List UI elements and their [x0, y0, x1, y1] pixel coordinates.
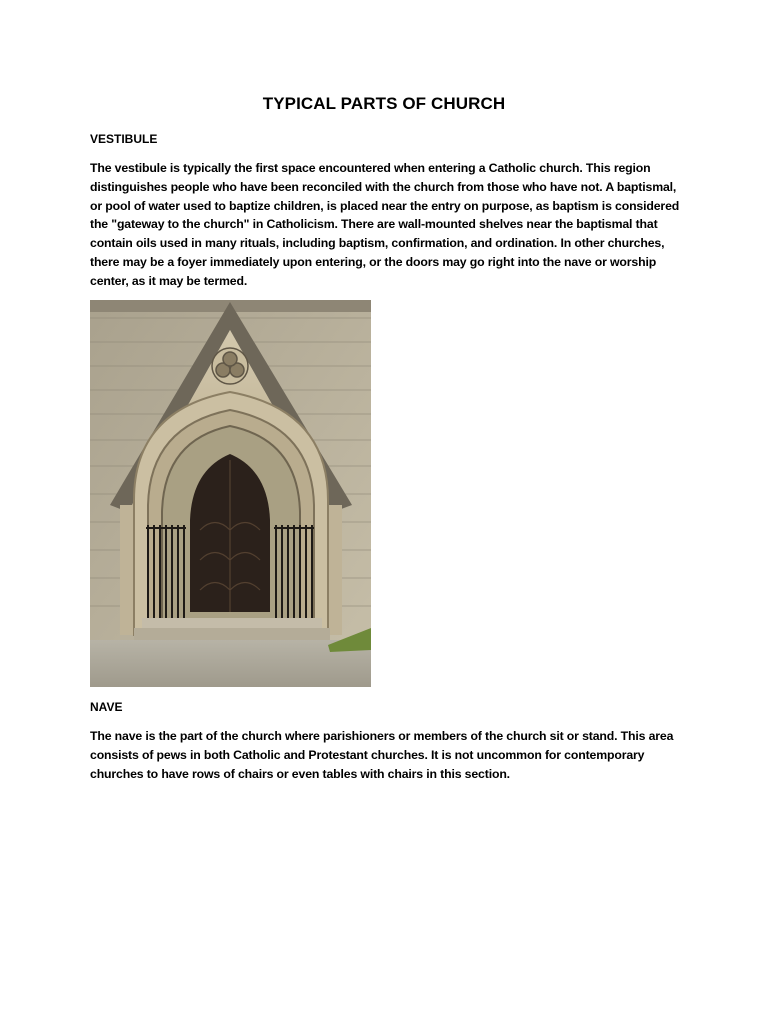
- church-entrance-photo: [90, 300, 371, 687]
- section-text-nave: The nave is the part of the church where parishioners or members of the church sit or stand. This area consists of pews in both Catholic and Protestant churches. It is not uncommon for contemporary churches to have rows of chairs or even tables with chairs in this section.: [90, 729, 674, 781]
- section-heading-nave: NAVE: [90, 700, 123, 714]
- section-heading-vestibule: VESTIBULE: [90, 132, 158, 146]
- document-title: TYPICAL PARTS OF CHURCH: [262, 94, 506, 113]
- section-text-vestibule: The vestibule is typically the first space encountered when entering a Catholic church. This region distinguishes people who have been reconciled with the church from those who have not. A baptismal, or pool of water used to baptize children, is placed near the entry on purpose, as baptism is considered the "gateway to the church" in Catholicism. There are wall-mounted shelves near the baptismal that contain oils used in many rituals, including baptism, confirmation, and ordination. In other churches, there may be a foyer immediately upon entering, or the doors may go right into the nave or worship center, as it may be termed.: [90, 161, 680, 288]
